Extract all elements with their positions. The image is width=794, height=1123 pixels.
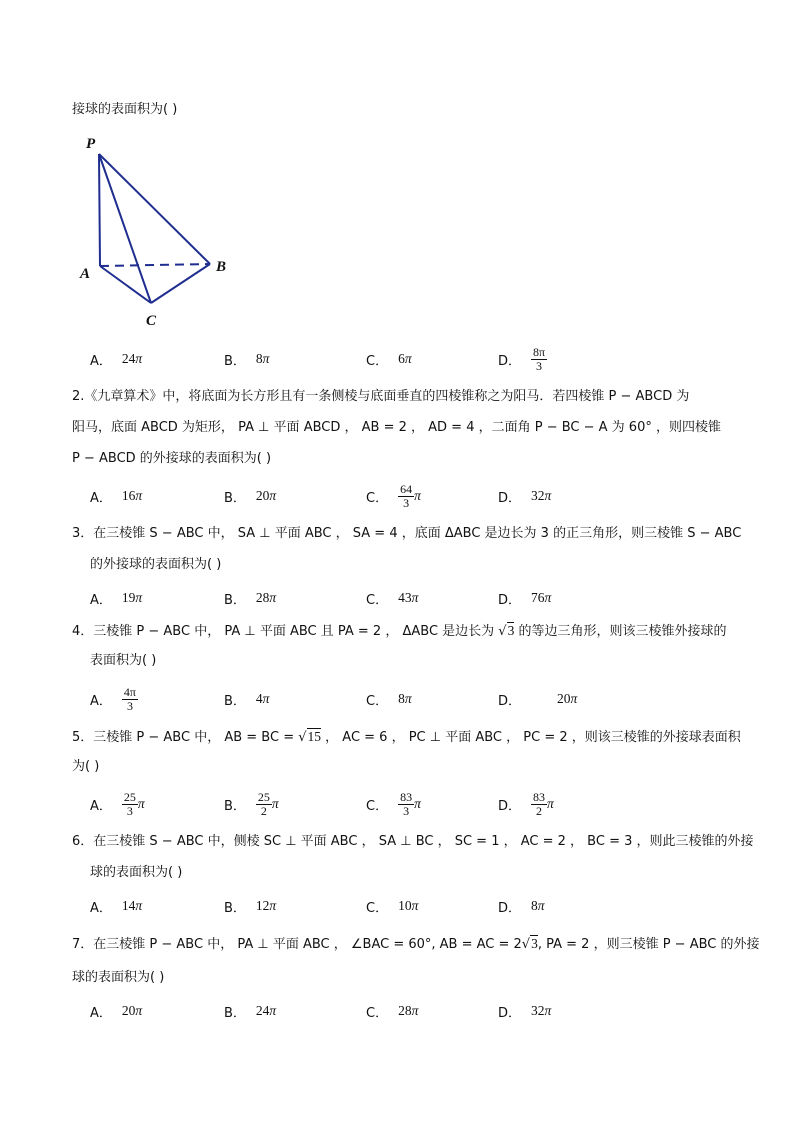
q3-option-d[interactable]: D． 76 π bbox=[498, 590, 552, 608]
label-C: C bbox=[146, 313, 157, 329]
q1-option-a[interactable]: A． 24 π bbox=[90, 351, 143, 369]
label-B: B bbox=[216, 259, 227, 275]
edge-AC bbox=[100, 266, 151, 303]
q5-option-b[interactable]: B． $\frac{25}{2}$ π bbox=[224, 789, 279, 818]
q4-options bbox=[90, 681, 740, 717]
q6-option-a[interactable]: A． 14 π bbox=[90, 898, 143, 916]
q7-option-b[interactable]: B． 24 π bbox=[224, 1003, 277, 1021]
q5-options bbox=[90, 786, 740, 822]
q3-option-b[interactable]: B． 28 π bbox=[224, 590, 277, 608]
edge-AB-dashed bbox=[100, 264, 210, 266]
edge-CB bbox=[151, 264, 210, 303]
q2-line3: P − ABCD 的外接球的表面积为( ) bbox=[72, 451, 272, 466]
label-A: A bbox=[80, 266, 91, 282]
q4-option-d[interactable]: D． 20 π bbox=[498, 691, 578, 709]
q5-option-a[interactable]: A． $\frac{25}{3}$ π bbox=[90, 789, 145, 818]
q5-option-d[interactable]: D． $\frac{83}{2}$ π bbox=[498, 789, 554, 818]
q4-line2: 表面积为( ) bbox=[90, 653, 157, 668]
q7-options bbox=[90, 993, 740, 1029]
q5-option-c[interactable]: C． $\frac{83}{3}$ π bbox=[366, 789, 421, 818]
q7-option-d[interactable]: D． 32 π bbox=[498, 1003, 552, 1021]
q7-line2: 球的表面积为( ) bbox=[72, 970, 165, 985]
q7-option-c[interactable]: C． 28 π bbox=[366, 1003, 419, 1021]
q3-line1: 3．在三棱锥 S − ABC 中， SA ⊥ 平面 ABC ， SA = 4 ，底面 ΔABC 是边长为 3 的正三角形，则三棱锥 S − ABC bbox=[72, 526, 742, 541]
q2-options bbox=[90, 478, 740, 514]
q4-option-b[interactable]: B． 4 π bbox=[224, 691, 270, 709]
q3-options bbox=[90, 580, 740, 616]
q5-line1: 5．三棱锥 P − ABC 中， AB = BC = √15 ， AC = 6 ， PC ⊥ 平面 ABC ， PC = 2 ，则该三棱锥的外接球表面积 bbox=[72, 729, 741, 745]
q3-option-a[interactable]: A． 19 π bbox=[90, 590, 143, 608]
q1-stem-tail: 接球的表面积为( ) bbox=[72, 102, 178, 117]
q2-line2: 阳马，底面 ABCD 为矩形， PA ⊥ 平面 ABCD ， AB = 2 ， AD = 4 ，二面角 P − BC − A 为 60° ，则四棱锥 bbox=[72, 420, 721, 435]
q4-option-c[interactable]: C． 8 π bbox=[366, 691, 412, 709]
q3-option-c[interactable]: C． 43 π bbox=[366, 590, 419, 608]
q6-option-d[interactable]: D． 8 π bbox=[498, 898, 545, 916]
q6-option-b[interactable]: B． 12 π bbox=[224, 898, 277, 916]
label-P: P bbox=[86, 136, 96, 152]
q7-option-a[interactable]: A． 20 π bbox=[90, 1003, 143, 1021]
q1-option-b[interactable]: B． 8 π bbox=[224, 351, 270, 369]
q5-line2: 为( ) bbox=[72, 759, 100, 774]
q1-options bbox=[90, 341, 740, 377]
q6-options bbox=[90, 888, 740, 924]
q6-line1: 6．在三棱锥 S − ABC 中，侧棱 SC ⊥ 平面 ABC ， SA ⊥ BC ， SC = 1 ， AC = 2 ， BC = 3 ，则此三棱锥的外接 bbox=[72, 834, 754, 849]
q2-option-a[interactable]: A． 16 π bbox=[90, 488, 143, 506]
q3-line2: 的外接球的表面积为( ) bbox=[90, 557, 222, 572]
q2-option-b[interactable]: B． 20 π bbox=[224, 488, 277, 506]
q2-option-d[interactable]: D． 32 π bbox=[498, 488, 552, 506]
q6-option-c[interactable]: C． 10 π bbox=[366, 898, 419, 916]
q4-line1: 4．三棱锥 P − ABC 中， PA ⊥ 平面 ABC 且 PA = 2 ， ΔABC 是边长为 √3 的等边三角形，则该三棱锥外接球的 bbox=[72, 623, 727, 639]
pyramid-figure bbox=[72, 128, 242, 333]
q1-option-d[interactable]: D． $\frac{8\pi}{3}$ bbox=[498, 344, 546, 373]
edge-PB bbox=[99, 154, 210, 264]
q4-option-a[interactable]: A． $\frac{4\pi}{3}$ bbox=[90, 684, 136, 713]
edge-PA bbox=[99, 154, 100, 266]
q2-option-c[interactable]: C． $\frac{64}{3}$ π bbox=[366, 481, 421, 510]
q6-line2: 球的表面积为( ) bbox=[90, 865, 183, 880]
q2-line1: 2.《九章算术》中，将底面为长方形且有一条侧棱与底面垂直的四棱锥称之为阳马．若四棱锥 P − ABCD 为 bbox=[72, 389, 690, 404]
q1-option-c[interactable]: C． 6 π bbox=[366, 351, 412, 369]
edge-PC bbox=[99, 154, 151, 303]
q7-line1: 7．在三棱锥 P − ABC 中， PA ⊥ 平面 ABC ， ∠BAC = 60°, AB = AC = 2√3, PA = 2 ，则三棱锥 P − ABC 的外接 bbox=[72, 936, 760, 952]
